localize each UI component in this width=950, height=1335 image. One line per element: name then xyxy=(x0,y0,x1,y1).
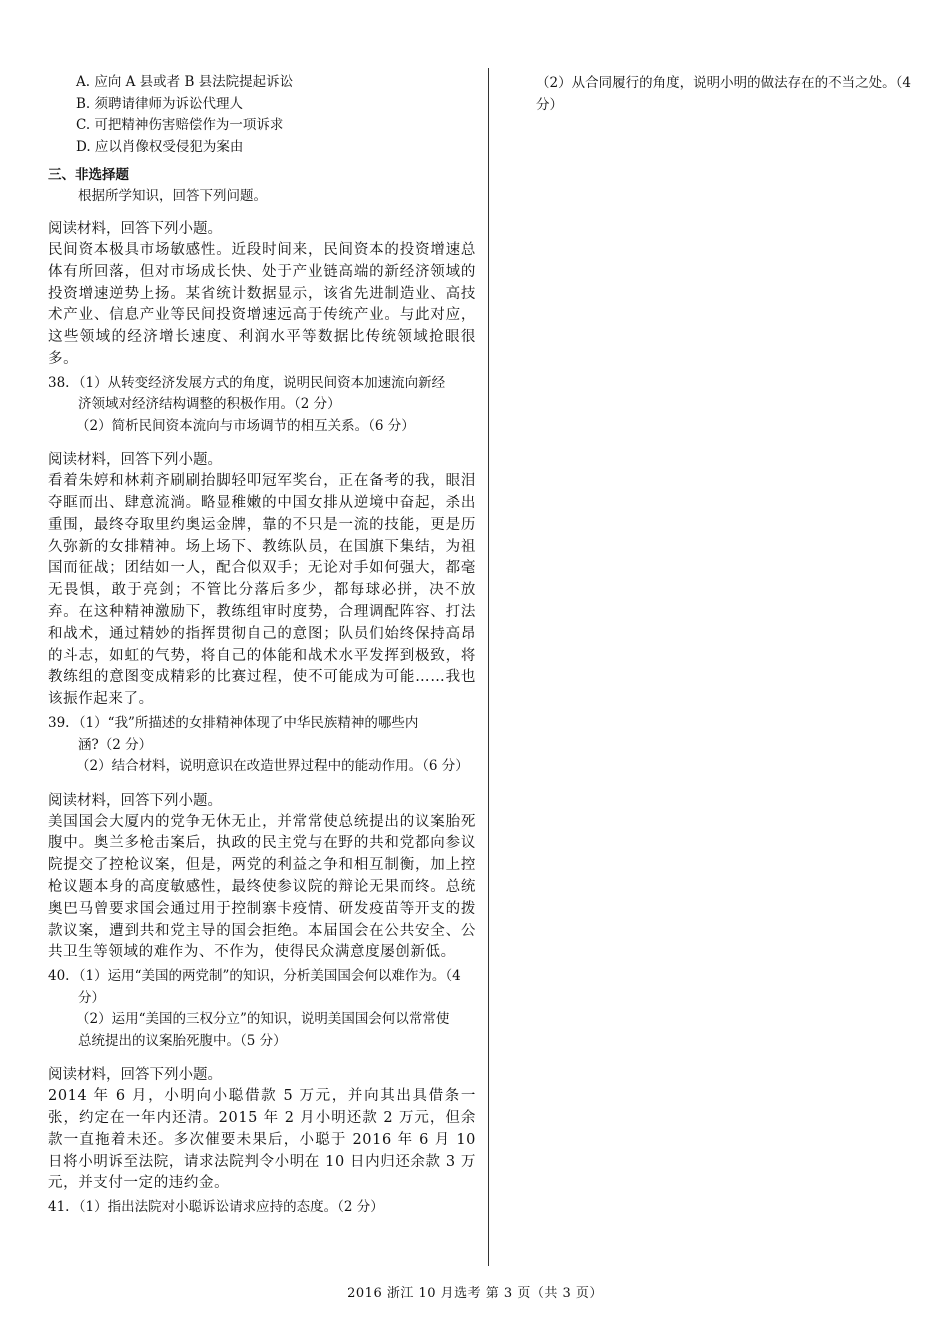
material-body-41: 2014 年 6 月，小明向小聪借款 5 万元，并向其出具借条一张，约定在一年内还清。2015 年 2 月小明还款 2 万元，但余款一直拖着未还。多次催要未果后，小聪于 2016 年 6 月 10 日将小明诉至法院，请求法院判令小明在 10 日内归还余款 3 万元，并支付一定的违约金。 xyxy=(48,1088,476,1192)
option-d: D. 应以肖像权受侵犯为案由 xyxy=(76,138,244,155)
question-number: 39. xyxy=(48,715,70,732)
question-38-part2: （2）简析民间资本流向与市场调节的相互关系。（6 分） xyxy=(76,417,415,434)
question-number: 41. xyxy=(48,1199,70,1216)
answer-options xyxy=(48,72,476,158)
question-40-part1: （1）运用“美国的两党制”的知识，分析美国国会何以难作为。（4 xyxy=(72,968,461,985)
question-38-part1: （1）从转变经济发展方式的角度，说明民间资本加速流向新经 xyxy=(72,374,446,391)
question-number: 40. xyxy=(48,968,70,985)
question-39 xyxy=(48,713,476,778)
question-38-part1-cont: 济领域对经济结构调整的积极作用。（2 分） xyxy=(78,396,341,413)
option-b: B. 须聘请律师为诉讼代理人 xyxy=(76,95,244,112)
material-heading-41: 阅读材料，回答下列小题。 xyxy=(48,1067,222,1084)
material-body-40: 美国国会大厦内的党争无休无止，并常常使总统提出的议案胎死腹中。奥兰多枪击案后，执政的民主党与在野的共和党都向参议院提交了控枪议案，但是，两党的利益之争和相互制衡，加上控枪议题本身的高度敏感性，最终使参议院的辩论无果而终。总统奥巴马曾要求国会通过用于控制寨卡疫情、研发疫苗等开支的拨款议案，遭到共和党主导的国会拒绝。本届国会在公共安全、公共卫生等领域的难作为、不作为，使得民众满意度屡创新低。 xyxy=(48,813,476,961)
left-column xyxy=(48,72,476,1219)
material-body-38: 民间资本极具市场敏感性。近段时间来，民间资本的投资增速总体有所回落，但对市场成长快、处于产业链高端的新经济领域的投资增速逆势上扬。某省统计数据显示，该省先进制造业、高技术产业、信息产业等民间投资增速远高于传统产业。与此对应，这些领域的经济增长速度、利润水平等数据比传统领域抢眼很多。 xyxy=(48,242,476,367)
question-39-part1: （1）“我”所描述的女排精神体现了中华民族精神的哪些内 xyxy=(72,715,419,732)
question-40-part2-cont: 总统提出的议案胎死腹中。（5 分） xyxy=(78,1032,287,1049)
option-c: C. 可把精神伤害赔偿作为一项诉求 xyxy=(76,117,284,133)
question-41-part1: （1）指出法院对小聪诉讼请求应持的态度。（2 分） xyxy=(72,1199,384,1216)
question-41-part2: （2）从合同履行的角度，说明小明的做法存在的不当之处。（4 xyxy=(536,75,911,91)
page-footer: 2016 浙江 10 月选考 第 3 页（共 3 页） xyxy=(347,1286,603,1301)
question-40 xyxy=(48,966,476,1052)
material-heading-38: 阅读材料，回答下列小题。 xyxy=(48,221,222,237)
question-40-part2: （2）运用“美国的三权分立”的知识，说明美国国会何以常常使 xyxy=(76,1011,450,1028)
question-number: 38. xyxy=(48,374,70,391)
material-heading-39: 阅读材料，回答下列小题。 xyxy=(48,452,222,469)
question-41-part2-cont: 分） xyxy=(536,97,563,113)
section-title: 三、非选择题 xyxy=(48,167,129,183)
question-38 xyxy=(48,373,476,438)
question-39-part2: （2）结合材料，说明意识在改造世界过程中的能动作用。（6 分） xyxy=(76,758,469,775)
column-divider xyxy=(488,68,489,1266)
question-39-part1-cont: 涵?（2 分） xyxy=(78,736,153,753)
question-40-part1-cont: 分） xyxy=(78,989,105,1006)
right-column xyxy=(520,72,930,116)
material-body-39: 看着朱婷和林莉齐刷刷抬脚轻叩冠军奖台，正在备考的我，眼泪夺眶而出、肆意流淌。略显稚嫩的中国女排从逆境中奋起，杀出重围，最终夺取里约奥运金牌，靠的不只是一流的技能，更是历久弥新的女排精神。场上场下、教练队员，在国旗下集结，为祖国而征战；团结如一人，配合似双手；无论对手如何强大，都毫无畏惧，敢于亮剑；不管比分落后多少，都每球必拼，决不放弃。在这种精神激励下，教练组审时度势，合理调配阵容、打法和战术，通过精妙的指挥贯彻自己的意图；队员们始终保持高昂的斗志，如虹的气势，将自己的体能和战术水平发挥到极致，将教练组的意图变成精彩的比赛过程，使不可能成为可能……我也该振作起来了。 xyxy=(48,473,476,708)
section-instruction: 根据所学知识，回答下列问题。 xyxy=(78,188,267,204)
material-heading-40: 阅读材料，回答下列小题。 xyxy=(48,792,222,809)
option-a: A. 应向 A 县或者 B 县法院提起诉讼 xyxy=(76,74,294,90)
question-41 xyxy=(48,1197,476,1219)
